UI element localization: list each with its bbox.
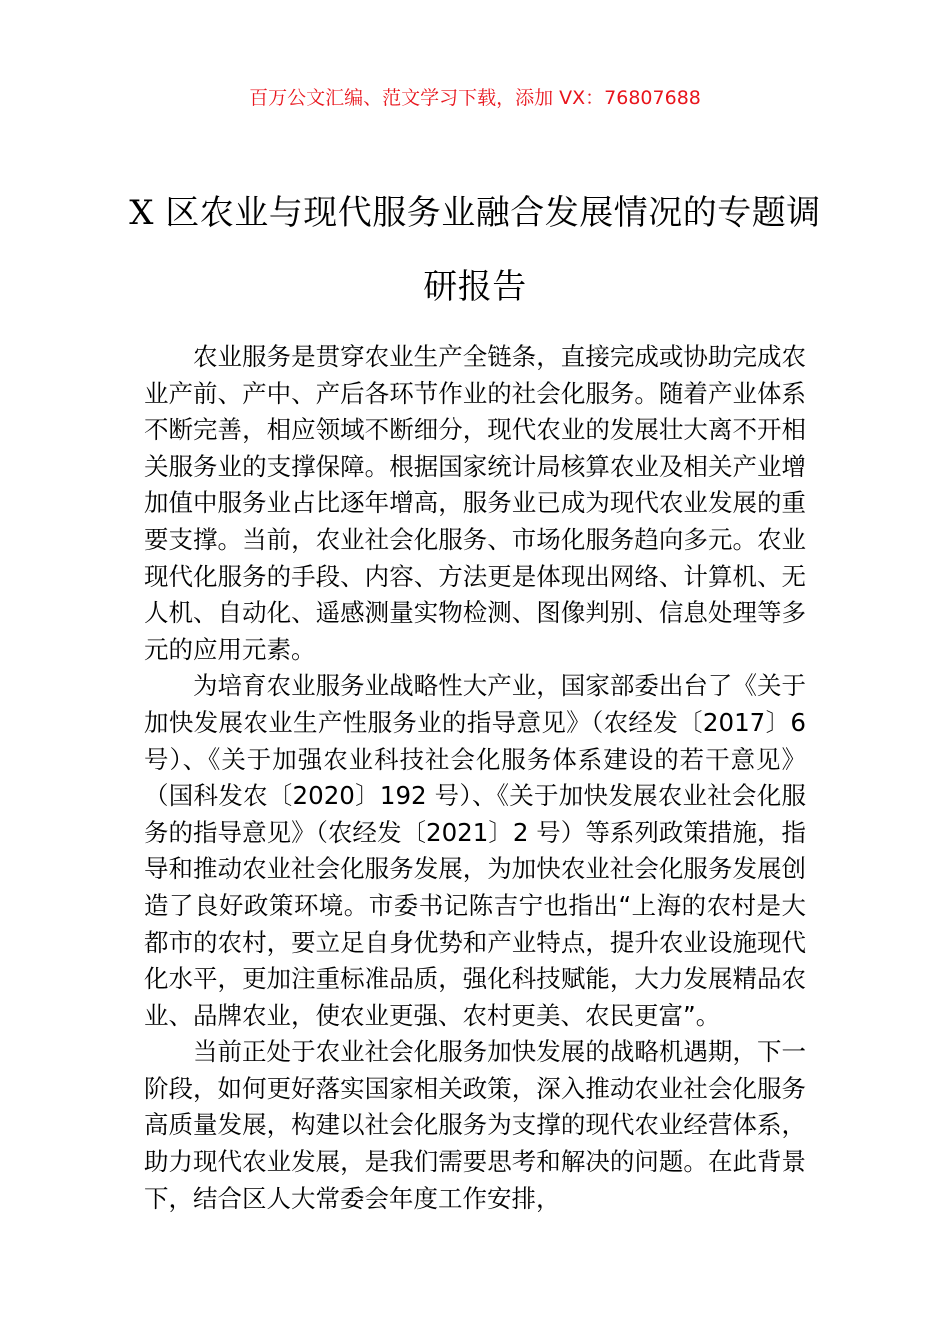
paragraph-2: 为培育农业服务业战略性大产业，国家部委出台了《关于加快发展农业生产性服务业的指导意见》（农经发〔2017〕6 号）、《关于加强农业科技社会化服务体系建设的若干意见》（国科发农〔2020〕192 号）、《关于加快发展农业社会化服务的指导意见》（农经发〔2021〕2 号）等系列政策措施，指导和推动农业社会化服务发展，为加快农业社会化服务发展创造了良好政策环境。市委书记陈吉宁也指出“上海的农村是大都市的农村，要立足自身优势和产业特点，提升农业设施现代化水平，更加注重标准品质，强化科技赋能，大力发展精品农业、品牌农业，使农业更强、农村更美、农民更富”。 — [144, 671, 806, 1030]
document-body — [144, 339, 806, 1217]
paragraph-1: 农业服务是贯穿农业生产全链条，直接完成或协助完成农业产前、产中、产后各环节作业的社会化服务。随着产业体系不断完善，相应领域不断细分，现代农业的发展壮大离不开相关服务业的支撑保障。根据国家统计局核算农业及相关产业增加值中服务业占比逐年增高，服务业已成为现代农业发展的重要支撑。当前，农业社会化服务、市场化服务趋向多元。农业现代化服务的手段、内容、方法更是体现出网络、计算机、无人机、自动化、遥感测量实物检测、图像判别、信息处理等多元的应用元素。 — [144, 342, 806, 664]
paragraph-3: 当前正处于农业社会化服务加快发展的战略机遇期，下一阶段，如何更好落实国家相关政策，深入推动农业社会化服务高质量发展，构建以社会化服务为支撑的现代农业经营体系，助力现代农业发展，是我们需要思考和解决的问题。在此背景下，结合区人大常委会年度工作安排， — [144, 1037, 806, 1213]
header-banner: 百万公文汇编、范文学习下载，添加 VX：76807688 — [249, 87, 701, 109]
document-title: X 区农业与现代服务业融合发展情况的专题调研报告 — [129, 193, 821, 307]
